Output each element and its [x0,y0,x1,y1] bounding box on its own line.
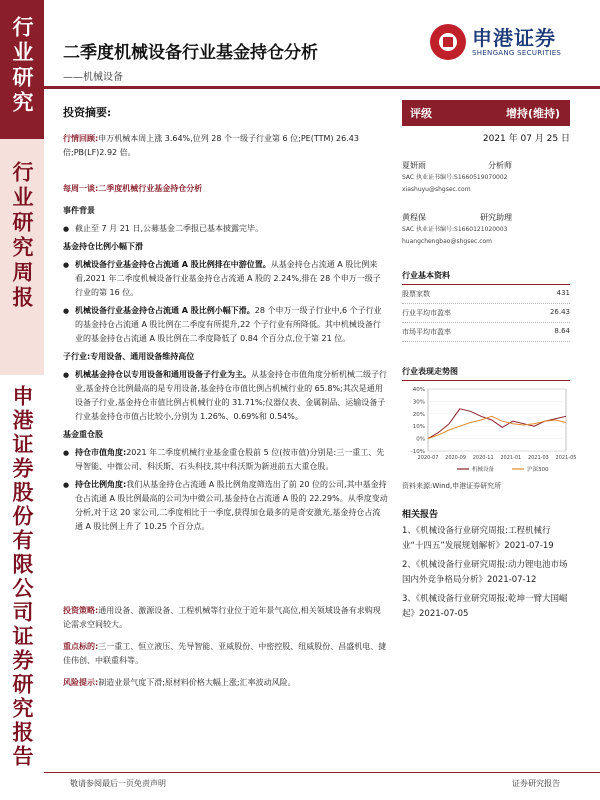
strategy-section [63,604,388,698]
investment-strategy: 投资策略:通用设备、激源设备、工程机械等行业位于近年景气高位,相关领域设备有求购现论需求空间较大。 [63,606,381,629]
summary-section [63,98,388,538]
summary-heading: 投资摘要: [63,106,112,119]
y-tick-label: 0% [416,436,425,443]
x-tick-label: 2020-11 [472,455,494,461]
page-subtitle: ——机械设备 [63,72,123,83]
right-panel [402,100,577,622]
industry-data-title: 行业基本资料 [402,270,570,285]
list-item: ● 截止至 7 月 21 日,公募基金二季报已基本披露完毕。 [63,222,388,236]
y-tick-label: 40% [412,387,425,393]
related-report-item[interactable]: 1、《机械设备行业研究周报:工程机械行业“十四五”发展规划解析》2021-07-19 [402,526,554,551]
y-tick-label: 20% [412,411,425,418]
list-item: ● 机械设备行业基金持仓占流通 A 股比例小幅下滑。28 个申万一级子行业中,6 个子行业的基金持仓占流通 A 股比例在二季度有所提升,22 个子行业有所降低。其中机械设备行业的基金持仓占流通 A 股比例在二季度降低了 0.84 个百分点,位于第 21 位。 [63,304,388,346]
rating-value: 增持(维持) [505,107,560,120]
section-title: 子行业:专用设备、通用设备维持高位 [63,352,195,361]
sidebar [0,0,44,800]
logo-subtext: SHENGANG SECURITIES [472,49,562,57]
sidebar-category: 行业研究 [0,0,44,135]
legend-label: 机械设备 [472,467,495,473]
x-tick-label: 2021-03 [527,455,549,461]
logo-icon [430,24,466,60]
section-title: 事件背景 [63,206,95,215]
weekly-topic: 每周一谈:二季度机械行业基金持仓分析 [63,184,203,193]
x-tick-label: 2020-07 [417,455,439,461]
market-review: 行情回顾:申万机械本周上涨 3.64%,位列 28 个一级子行业第 6 位;PE(TTM) 26.43 倍;PB(LF)2.92 倍。 [63,134,359,157]
disclaimer-note: 敬请参阅最后一页免责声明 [70,779,166,788]
y-tick-label: -10% [410,449,425,455]
list-item: ● 机械基金持仓以专用设备和通用设备子行业为主。从基金持仓市值角度分析机械二级子行业,基金持仓比例最高的是专用设备,基金持仓市值比例占机械行业的 65.8%;其次是通用设备子行业,基金持仓市值比例占机械行业的 31.71%;仪器仪表、金属制品、运输设备子行业基金持仓市值占比较小,分别为 1.26%、0.69%和 0.54%。 [63,368,388,424]
report-date: 2021 年 07 月 25 日 [482,134,570,144]
x-tick-label: 2021-05 [555,455,577,461]
page-title: 二季度机械设备行业基金持仓分析 [63,43,318,63]
related-reports-title: 相关报告 [402,510,439,520]
list-item: ● 持仓市值角度:2021 年二季度机械行业基金重仓股前 5 位(按市值)分别是:三一重工、先导智能、中微公司、科沃斯、石头科技,其中科沃斯为新进前五大重仓股。 [63,446,388,474]
series-line-1 [428,416,566,438]
report-type-footer: 证券研究报告 [512,779,560,788]
analyst-card: 夏妍雨 分析师 SAC 执业证书编号:S1660519070002 xiashuyu@shgsec.com [402,161,512,193]
y-tick-label: 30% [412,399,425,406]
section-title: 基金持仓比例小幅下滑 [63,242,143,251]
table-row: 行业平均市盈率 26.43 [402,304,570,323]
list-item: ● 持仓比例角度:我们从基金持仓占流通 A 股比例角度筛选出了前 20 位的公司,其中基金持仓占流通 A 股比例最高的公司为中微公司,基金持仓占流通 A 股的 22.29%。从季度变动分析,对于这 20 家公司,二季度相比于一季度,获得加仓最多的是奇安激光,基金持仓占流通 A 股比例上升了 10.25 个百分点。 [63,478,388,534]
risk-warning: 风险提示:制造业景气度下滑;原材料价格大幅上涨;汇率波动风险。 [63,678,296,687]
performance-chart [402,385,577,477]
sidebar-report-type: 行业研究周报 [0,135,44,379]
related-report-item[interactable]: 2、《机械设备行业研究周报:动力锂电池市场国内外竞争格局分析》2021-07-12 [402,560,568,585]
chart-source: 资料来源:Wind,申港证券研究所 [402,482,502,490]
rating-bar: 评级 增持(维持) [402,100,570,126]
key-stocks: 重点标的:三一重工、恒立液压、先导智能、亚威股份、中密控股、纽威股份、昌盛机电、捷佳伟创、中联重科等。 [63,642,387,665]
plot-frame [428,389,566,451]
logo-text: 申港证券 [472,26,556,50]
x-tick-label: 2020-09 [445,455,467,461]
list-item: ● 机械设备行业基金持仓占流通 A 股比例排在中游位置。从基金持仓占流通 A 股比例来看,2021 年二季度机械设备行业基金持仓占流通 A 股的 2.24%,排在 28 个申万一级子行业的第 16 位。 [63,258,388,300]
table-row: 股票家数 431 [402,285,570,304]
footer-divider [44,772,600,773]
sidebar-company: 申港证券股份有限公司证券研究报告 [0,375,44,800]
series-line-0 [428,409,566,439]
chart-title: 行业表现走势图 [402,366,570,381]
legend-label: 沪深300 [527,467,549,473]
header-divider [44,86,600,89]
analyst-card: 黄程保 研究助理 SAC 执业证书编号:S1660121020003 huangchengbao@shgsec.com [402,213,512,245]
related-report-item[interactable]: 3、《机械设备行业研究周报:乾坤一臂大国崛起》2021-07-05 [402,594,568,619]
x-tick-label: 2021-01 [500,455,522,461]
section-title: 基金重仓股 [63,430,103,439]
company-logo [430,24,561,60]
y-tick-label: 10% [412,424,425,431]
table-row: 市场平均市盈率 8.64 [402,323,570,342]
